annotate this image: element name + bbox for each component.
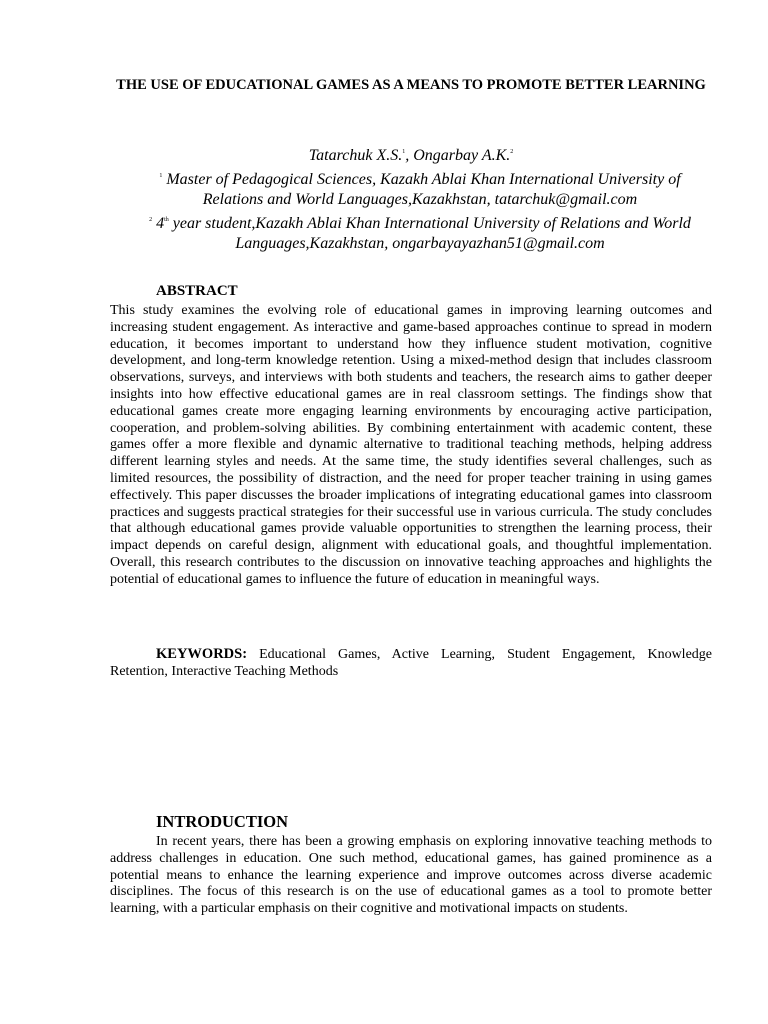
abstract-heading: ABSTRACT bbox=[156, 283, 238, 299]
ordinal-suffix: th bbox=[164, 217, 169, 223]
affiliation-marker: 2 bbox=[149, 217, 153, 223]
introduction-text: In recent years, there has been a growing emphasis on exploring innovative teaching methods to address challenges in education. One such method, educational games, has gained prominence as a potential means to enhance the learning experience and improve outcomes across diverse academic disciplines. The focus of this research is on the use of educational games as a tool to promote better learning, with a particular emphasis on their cognitive and motivational impacts on students. bbox=[110, 834, 712, 917]
affiliation-marker: 2 bbox=[510, 149, 514, 155]
affiliation-marker: 1 bbox=[402, 149, 406, 155]
author-line bbox=[110, 142, 712, 166]
author-name: Ongarbay A.K. bbox=[413, 147, 511, 164]
affiliation-text: Master of Pedagogical Sciences, Kazakh Ablai Khan International University of Relations and World Languages,Kazakhstan, tatarchuk@gmail.com bbox=[166, 171, 681, 208]
author-name: Tatarchuk X.S. bbox=[308, 147, 403, 164]
affiliation-marker: 1 bbox=[159, 173, 163, 179]
introduction-heading: INTRODUCTION bbox=[156, 812, 289, 831]
affiliation-2 bbox=[140, 210, 700, 254]
affiliation-text: year student,Kazakh Ablai Khan International University of Relations and World Languages,Kazakhstan, ongarbayayazhan51@gmail.com bbox=[168, 215, 691, 252]
abstract-text: This study examines the evolving role of educational games in improving learning outcomes and increasing student engagement. As interactive and game-based approaches continue to spread in modern education, it becomes important to understand how they influence student motivation, cognitive development, and long-term knowledge retention. Using a mixed-method design that includes classroom observations, surveys, and interviews with both students and teachers, the research aims to gather deeper insights into how effective educational games are in real classroom settings. The findings show that educational games create more engaging learning environments by encouraging active participation, cooperation, and problem-solving abilities. By combining entertainment with academic content, these games offer a more flexible and dynamic alternative to traditional teaching methods, helping address different learning styles and needs. At the same time, the study identifies several challenges, such as limited resources, the possibility of distraction, and the need for proper teacher training in using games effectively. This paper discusses the broader implications of integrating educational games into classroom practices and suggests practical strategies for their successful use in various curricula. The study concludes that although educational games provide valuable opportunities to strengthen the learning process, their impact depends on careful design, alignment with educational goals, and thoughtful implementation. Overall, this research contributes to the discussion on innovative teaching approaches and highlights the potential of educational games to influence the future of education in meaningful ways. bbox=[110, 303, 712, 587]
affiliation-1 bbox=[140, 166, 700, 210]
paper-title: THE USE OF EDUCATIONAL GAMES AS A MEANS TO PROMOTE BETTER LEARNING bbox=[116, 77, 706, 93]
author-separator: , bbox=[405, 147, 414, 164]
keywords-list: Educational Games, Active Learning, Student Engagement, Knowledge Retention, Interactive Teaching Methods bbox=[110, 647, 712, 679]
keywords-label: KEYWORDS: bbox=[156, 646, 248, 662]
affiliation-year: 4 bbox=[156, 215, 165, 232]
keywords bbox=[110, 646, 712, 680]
